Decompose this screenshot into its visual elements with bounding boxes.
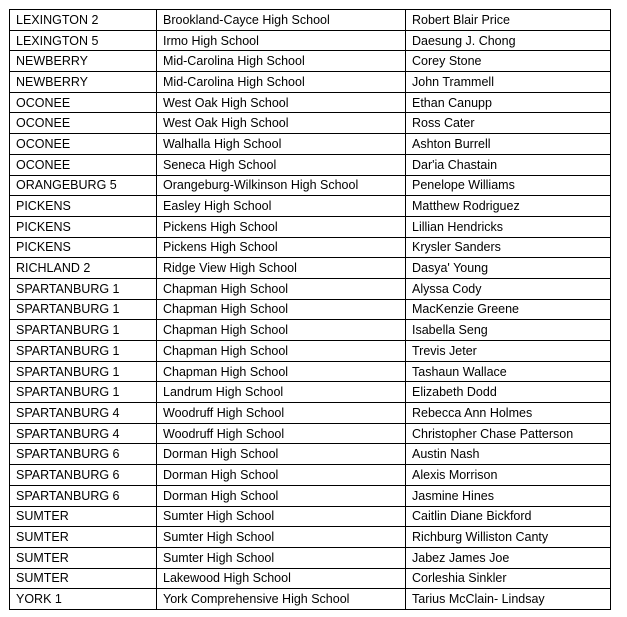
school-cell: Pickens High School [157, 216, 406, 237]
district-cell: ORANGEBURG 5 [10, 175, 157, 196]
table-row [10, 154, 611, 175]
student-name-cell: Tashaun Wallace [406, 361, 611, 382]
student-name-cell: Corey Stone [406, 51, 611, 72]
table-row [10, 444, 611, 465]
student-name-cell: Penelope Williams [406, 175, 611, 196]
district-cell: LEXINGTON 5 [10, 30, 157, 51]
school-cell: Sumter High School [157, 506, 406, 527]
student-name-cell: Dasya' Young [406, 258, 611, 279]
school-cell: Seneca High School [157, 154, 406, 175]
district-cell: SPARTANBURG 6 [10, 465, 157, 486]
district-cell: SPARTANBURG 1 [10, 361, 157, 382]
table-row [10, 403, 611, 424]
table-row [10, 423, 611, 444]
table-row [10, 175, 611, 196]
student-name-cell: Rebecca Ann Holmes [406, 403, 611, 424]
student-name-cell: Ethan Canupp [406, 92, 611, 113]
student-name-cell: Tarius McClain- Lindsay [406, 589, 611, 610]
district-cell: PICKENS [10, 196, 157, 217]
student-name-cell: Alyssa Cody [406, 278, 611, 299]
school-cell: Woodruff High School [157, 423, 406, 444]
student-name-cell: Ross Cater [406, 113, 611, 134]
district-cell: SPARTANBURG 1 [10, 278, 157, 299]
school-cell: Irmo High School [157, 30, 406, 51]
table-row [10, 299, 611, 320]
school-cell: Orangeburg-Wilkinson High School [157, 175, 406, 196]
student-name-cell: Lillian Hendricks [406, 216, 611, 237]
student-name-cell: Caitlin Diane Bickford [406, 506, 611, 527]
school-cell: Lakewood High School [157, 568, 406, 589]
student-table [9, 9, 611, 610]
district-cell: OCONEE [10, 113, 157, 134]
table-row [10, 341, 611, 362]
table-row [10, 382, 611, 403]
school-cell: West Oak High School [157, 92, 406, 113]
student-name-cell: Christopher Chase Patterson [406, 423, 611, 444]
district-cell: SPARTANBURG 6 [10, 444, 157, 465]
school-cell: Brookland-Cayce High School [157, 10, 406, 31]
student-name-cell: Trevis Jeter [406, 341, 611, 362]
table-row [10, 527, 611, 548]
district-cell: SUMTER [10, 547, 157, 568]
district-cell: PICKENS [10, 237, 157, 258]
district-cell: LEXINGTON 2 [10, 10, 157, 31]
student-name-cell: Isabella Seng [406, 320, 611, 341]
table-body [10, 10, 611, 610]
school-cell: Walhalla High School [157, 134, 406, 155]
district-cell: OCONEE [10, 134, 157, 155]
student-name-cell: Ashton Burrell [406, 134, 611, 155]
district-cell: SPARTANBURG 4 [10, 403, 157, 424]
school-cell: York Comprehensive High School [157, 589, 406, 610]
district-cell: SUMTER [10, 527, 157, 548]
table-row [10, 134, 611, 155]
student-name-cell: Jabez James Joe [406, 547, 611, 568]
district-cell: NEWBERRY [10, 51, 157, 72]
table-row [10, 216, 611, 237]
district-cell: OCONEE [10, 92, 157, 113]
district-cell: SPARTANBURG 1 [10, 382, 157, 403]
table-row [10, 568, 611, 589]
student-name-cell: Alexis Morrison [406, 465, 611, 486]
school-cell: Dorman High School [157, 444, 406, 465]
table-row [10, 10, 611, 31]
table-row [10, 258, 611, 279]
school-cell: Chapman High School [157, 278, 406, 299]
district-cell: SPARTANBURG 1 [10, 320, 157, 341]
student-name-cell: Krysler Sanders [406, 237, 611, 258]
table-row [10, 506, 611, 527]
school-cell: Mid-Carolina High School [157, 51, 406, 72]
student-name-cell: Dar'ia Chastain [406, 154, 611, 175]
table-row [10, 51, 611, 72]
school-cell: Mid-Carolina High School [157, 72, 406, 93]
school-cell: Chapman High School [157, 320, 406, 341]
district-cell: SPARTANBURG 6 [10, 485, 157, 506]
district-cell: OCONEE [10, 154, 157, 175]
student-name-cell: Matthew Rodriguez [406, 196, 611, 217]
school-cell: Sumter High School [157, 547, 406, 568]
school-cell: Woodruff High School [157, 403, 406, 424]
district-cell: YORK 1 [10, 589, 157, 610]
table-row [10, 196, 611, 217]
table-row [10, 485, 611, 506]
table-row [10, 278, 611, 299]
student-name-cell: Richburg Williston Canty [406, 527, 611, 548]
table-row [10, 72, 611, 93]
school-cell: Ridge View High School [157, 258, 406, 279]
student-name-cell: Corleshia Sinkler [406, 568, 611, 589]
table-row [10, 92, 611, 113]
school-cell: West Oak High School [157, 113, 406, 134]
school-cell: Chapman High School [157, 341, 406, 362]
table-row [10, 30, 611, 51]
district-cell: SPARTANBURG 1 [10, 341, 157, 362]
school-cell: Pickens High School [157, 237, 406, 258]
table-row [10, 547, 611, 568]
table-row [10, 589, 611, 610]
school-cell: Landrum High School [157, 382, 406, 403]
student-name-cell: Elizabeth Dodd [406, 382, 611, 403]
student-name-cell: John Trammell [406, 72, 611, 93]
school-cell: Easley High School [157, 196, 406, 217]
table-row [10, 237, 611, 258]
table-row [10, 465, 611, 486]
school-cell: Dorman High School [157, 465, 406, 486]
district-cell: SPARTANBURG 1 [10, 299, 157, 320]
district-cell: SUMTER [10, 506, 157, 527]
district-cell: PICKENS [10, 216, 157, 237]
school-cell: Sumter High School [157, 527, 406, 548]
district-cell: RICHLAND 2 [10, 258, 157, 279]
student-name-cell: Austin Nash [406, 444, 611, 465]
district-cell: NEWBERRY [10, 72, 157, 93]
school-cell: Chapman High School [157, 299, 406, 320]
table-row [10, 113, 611, 134]
school-cell: Dorman High School [157, 485, 406, 506]
student-name-cell: Jasmine Hines [406, 485, 611, 506]
table-row [10, 320, 611, 341]
school-cell: Chapman High School [157, 361, 406, 382]
table-row [10, 361, 611, 382]
district-cell: SPARTANBURG 4 [10, 423, 157, 444]
student-name-cell: Daesung J. Chong [406, 30, 611, 51]
student-name-cell: MacKenzie Greene [406, 299, 611, 320]
district-cell: SUMTER [10, 568, 157, 589]
student-name-cell: Robert Blair Price [406, 10, 611, 31]
